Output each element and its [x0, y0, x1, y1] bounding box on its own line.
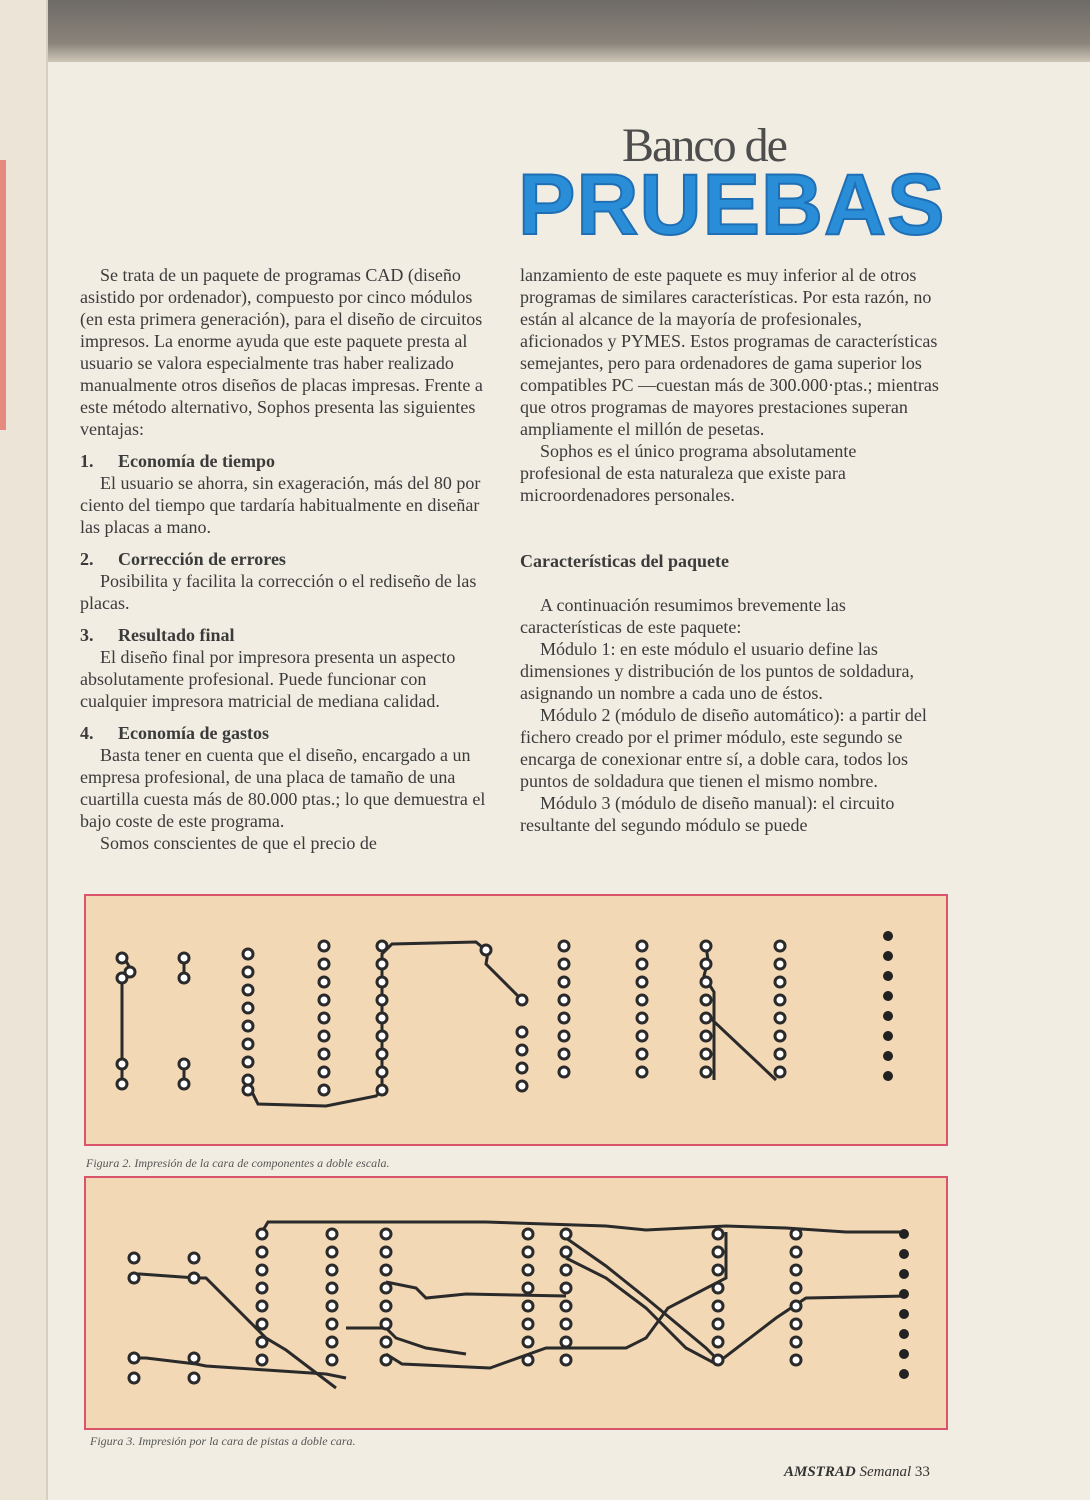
solder-pad	[883, 951, 893, 961]
solder-pad	[377, 1067, 387, 1077]
solder-pad	[327, 1265, 337, 1275]
solder-pad	[381, 1247, 391, 1257]
footer-section: Semanal	[859, 1464, 912, 1480]
figure-2-pcb-drawing	[86, 896, 946, 1144]
solder-pad	[179, 1079, 189, 1089]
solder-pad	[701, 941, 711, 951]
solder-pad	[257, 1283, 267, 1293]
solder-pad	[327, 1355, 337, 1365]
solder-pad	[775, 995, 785, 1005]
module-1-paragraph: Módulo 1: en este módulo el usuario define las dimensiones y distribución de los puntos de soldadura, asignando un nombre a cada uno de éstos.	[520, 639, 914, 703]
solder-pad	[883, 931, 893, 941]
solder-pad	[129, 1253, 139, 1263]
item-1-heading: 1. Economía de tiempo	[80, 451, 275, 471]
solder-pad	[775, 977, 785, 987]
figure-2-panel	[84, 894, 948, 1146]
solder-pad	[775, 1031, 785, 1041]
solder-pad	[791, 1247, 801, 1257]
solder-pad	[189, 1253, 199, 1263]
solder-pad	[319, 977, 329, 987]
pcb-trace	[134, 1274, 336, 1388]
solder-pad	[637, 941, 647, 951]
solder-pad	[381, 1301, 391, 1311]
solder-pad	[775, 1049, 785, 1059]
solder-pad	[637, 1031, 647, 1041]
solder-pad	[701, 1013, 711, 1023]
solder-pad	[117, 1059, 127, 1069]
pcb-trace	[706, 1014, 776, 1080]
solder-pad	[257, 1337, 267, 1347]
solder-pad	[559, 1067, 569, 1077]
solder-pad	[883, 991, 893, 1001]
solder-pad	[523, 1247, 533, 1257]
solder-pad	[713, 1355, 723, 1365]
solder-pad	[559, 941, 569, 951]
solder-pad	[701, 1031, 711, 1041]
item-3-heading: 3. Resultado final	[80, 625, 235, 645]
solder-pad	[517, 1063, 527, 1073]
solder-pad	[561, 1355, 571, 1365]
solder-pad	[377, 959, 387, 969]
solder-pad	[883, 1031, 893, 1041]
solder-pad	[899, 1289, 909, 1299]
item-2-body: Posibilita y facilita la corrección o el rediseño de las placas.	[80, 571, 477, 613]
solder-pad	[713, 1319, 723, 1329]
module-3-paragraph: Módulo 3 (módulo de diseño manual): el circuito resultante del segundo módulo se puede	[520, 793, 895, 835]
pcb-trace	[386, 1232, 726, 1368]
solder-pad	[561, 1319, 571, 1329]
footer-brand: AMSTRAD	[784, 1464, 856, 1480]
solder-pad	[561, 1265, 571, 1275]
solder-pad	[517, 1045, 527, 1055]
solder-pad	[701, 959, 711, 969]
module-2-paragraph: Módulo 2 (módulo de diseño automático): a partir del fichero creado por el primer módulo, este segundo se encarga de conexionar entre sí, a doble cara, todos los puntos de soldadura que tienen el mismo nombre.	[520, 705, 927, 791]
solder-pad	[327, 1283, 337, 1293]
solder-pad	[899, 1349, 909, 1359]
figure-3-panel	[84, 1176, 948, 1430]
solder-pad	[791, 1319, 801, 1329]
solder-pad	[791, 1301, 801, 1311]
solder-pad	[481, 945, 491, 955]
solder-pad	[559, 1013, 569, 1023]
solder-pad	[523, 1301, 533, 1311]
solder-pad	[899, 1329, 909, 1339]
solder-pad	[559, 977, 569, 987]
right-column	[520, 264, 940, 836]
left-column	[80, 264, 490, 854]
solder-pad	[523, 1355, 533, 1365]
solder-pad	[327, 1301, 337, 1311]
solder-pad	[327, 1247, 337, 1257]
solder-pad	[791, 1229, 801, 1239]
solder-pad	[523, 1337, 533, 1347]
solder-pad	[561, 1283, 571, 1293]
solder-pad	[243, 1021, 253, 1031]
solder-pad	[179, 973, 189, 983]
solder-pad	[117, 953, 127, 963]
solder-pad	[319, 1085, 329, 1095]
solder-pad	[713, 1337, 723, 1347]
solder-pad	[327, 1319, 337, 1329]
features-heading: Características del paquete	[520, 551, 729, 571]
solder-pad	[129, 1353, 139, 1363]
solder-pad	[319, 959, 329, 969]
solder-pad	[713, 1301, 723, 1311]
solder-pad	[189, 1373, 199, 1383]
solder-pad	[637, 977, 647, 987]
solder-pad	[899, 1369, 909, 1379]
solder-pad	[713, 1265, 723, 1275]
solder-pad	[559, 1049, 569, 1059]
solder-pad	[381, 1319, 391, 1329]
solder-pad	[257, 1355, 267, 1365]
solder-pad	[319, 1031, 329, 1041]
solder-pad	[637, 1067, 647, 1077]
solder-pad	[637, 959, 647, 969]
solder-pad	[189, 1273, 199, 1283]
solder-pad	[883, 1071, 893, 1081]
page-footer	[784, 1464, 930, 1481]
figure-3-pcb-drawing	[86, 1178, 946, 1428]
solder-pad	[899, 1229, 909, 1239]
solder-pad	[377, 977, 387, 987]
solder-pad	[775, 1013, 785, 1023]
solder-pad	[713, 1229, 723, 1239]
previous-page-red-mark	[0, 160, 6, 430]
solder-pad	[319, 995, 329, 1005]
right-paragraph-3: A continuación resumimos brevemente las características de este paquete:	[520, 595, 846, 637]
solder-pad	[713, 1283, 723, 1293]
page-number: 33	[914, 1464, 930, 1480]
solder-pad	[117, 1079, 127, 1089]
previous-page-edge	[0, 0, 48, 1500]
solder-pad	[189, 1353, 199, 1363]
solder-pad	[377, 941, 387, 951]
solder-pad	[791, 1265, 801, 1275]
solder-pad	[257, 1319, 267, 1329]
closing-line: Somos conscientes de que el precio de	[100, 833, 377, 853]
solder-pad	[381, 1355, 391, 1365]
solder-pad	[117, 973, 127, 983]
solder-pad	[775, 941, 785, 951]
solder-pad	[243, 1039, 253, 1049]
solder-pad	[559, 995, 569, 1005]
solder-pad	[523, 1319, 533, 1329]
pcb-trace	[346, 1328, 466, 1354]
solder-pad	[517, 995, 527, 1005]
solder-pad	[243, 949, 253, 959]
solder-pad	[561, 1301, 571, 1311]
solder-pad	[243, 1057, 253, 1067]
solder-pad	[319, 1067, 329, 1077]
solder-pad	[883, 1011, 893, 1021]
solder-pad	[637, 1049, 647, 1059]
right-paragraph-2: Sophos es el único programa absolutamente profesional de esta naturaleza que existe para microordenadores personales.	[520, 441, 857, 505]
solder-pad	[775, 1067, 785, 1077]
solder-pad	[179, 953, 189, 963]
solder-pad	[883, 971, 893, 981]
figure-3-caption: Figura 3. Impresión por la cara de pistas a doble cara.	[90, 1434, 356, 1448]
solder-pad	[899, 1269, 909, 1279]
intro-paragraph: Se trata de un paquete de programas CAD (diseño asistido por ordenador), compuesto por cinco módulos (en esta primera generación), para el diseño de circuitos impresos. La enorme ayuda que este paquete presta al usuario se valora especialmente tras haber realizado manualmente otros diseños de placas impresas. Frente a este método alternativo, Sophos presenta las siguientes ventajas:	[80, 265, 483, 439]
item-4-body: Basta tener en cuenta que el diseño, encargado a un empresa profesional, de una placa de tamaño de una cuartilla cuesta más de 80.000 ptas.; lo que demuestra el bajo coste de este programa.	[80, 745, 486, 831]
section-title-large: PRUEBAS	[518, 157, 946, 253]
solder-pad	[899, 1309, 909, 1319]
solder-pad	[257, 1247, 267, 1257]
solder-pad	[381, 1283, 391, 1293]
solder-pad	[791, 1337, 801, 1347]
solder-pad	[791, 1283, 801, 1293]
solder-pad	[381, 1265, 391, 1275]
solder-pad	[129, 1273, 139, 1283]
solder-pad	[243, 1085, 253, 1095]
figure-2-caption: Figura 2. Impresión de la cara de componentes a doble escala.	[86, 1156, 390, 1170]
solder-pad	[523, 1229, 533, 1239]
solder-pad	[523, 1265, 533, 1275]
solder-pad	[257, 1229, 267, 1239]
solder-pad	[381, 1229, 391, 1239]
solder-pad	[561, 1247, 571, 1257]
solder-pad	[327, 1337, 337, 1347]
solder-pad	[523, 1283, 533, 1293]
section-title-small: Banco de	[622, 119, 786, 172]
solder-pad	[561, 1337, 571, 1347]
right-paragraph-1: lanzamiento de este paquete es muy inferior al de otros programas de similares características. Por esta razón, no están al alcance de la mayoría de profesionales, aficionados y PYMES. Estos programas de características semejantes, pero para ordenadores de gama superior los compatibles PC —cuestan más de 300.000·ptas.; mientras que otros programas de mayores prestaciones superan ampliamente el millón de pesetas.	[520, 265, 939, 439]
solder-pad	[701, 977, 711, 987]
solder-pad	[637, 995, 647, 1005]
solder-pad	[701, 1049, 711, 1059]
solder-pad	[319, 941, 329, 951]
solder-pad	[899, 1249, 909, 1259]
solder-pad	[319, 1013, 329, 1023]
solder-pad	[713, 1247, 723, 1257]
solder-pad	[179, 1059, 189, 1069]
solder-pad	[701, 1067, 711, 1077]
solder-pad	[243, 1003, 253, 1013]
solder-pad	[257, 1265, 267, 1275]
solder-pad	[243, 967, 253, 977]
item-1-body: El usuario se ahorra, sin exageración, más del 80 por ciento del tiempo que tardaría habitualmente en diseñar las placas a mano.	[80, 473, 481, 537]
item-2-heading: 2. Corrección de errores	[80, 549, 286, 569]
pcb-trace	[386, 1282, 566, 1298]
pcb-trace	[262, 1222, 904, 1232]
solder-pad	[377, 995, 387, 1005]
solder-pad	[377, 1085, 387, 1095]
solder-pad	[791, 1355, 801, 1365]
solder-pad	[559, 1031, 569, 1041]
solder-pad	[561, 1229, 571, 1239]
solder-pad	[701, 995, 711, 1005]
solder-pad	[327, 1229, 337, 1239]
solder-pad	[377, 1031, 387, 1041]
pcb-trace	[134, 1358, 346, 1378]
solder-pad	[129, 1373, 139, 1383]
solder-pad	[257, 1301, 267, 1311]
solder-pad	[637, 1013, 647, 1023]
solder-pad	[243, 985, 253, 995]
solder-pad	[319, 1049, 329, 1059]
solder-pad	[517, 1027, 527, 1037]
solder-pad	[377, 1049, 387, 1059]
solder-pad	[775, 959, 785, 969]
solder-pad	[517, 1081, 527, 1091]
item-3-body: El diseño final por impresora presenta un aspecto absolutamente profesional. Puede funcionar con cualquier impresora matricial de mediana calidad.	[80, 647, 456, 711]
page-top-edge	[0, 0, 1090, 62]
solder-pad	[559, 959, 569, 969]
solder-pad	[377, 1013, 387, 1023]
solder-pad	[883, 1051, 893, 1061]
item-4-heading: 4. Economía de gastos	[80, 723, 270, 743]
solder-pad	[381, 1337, 391, 1347]
